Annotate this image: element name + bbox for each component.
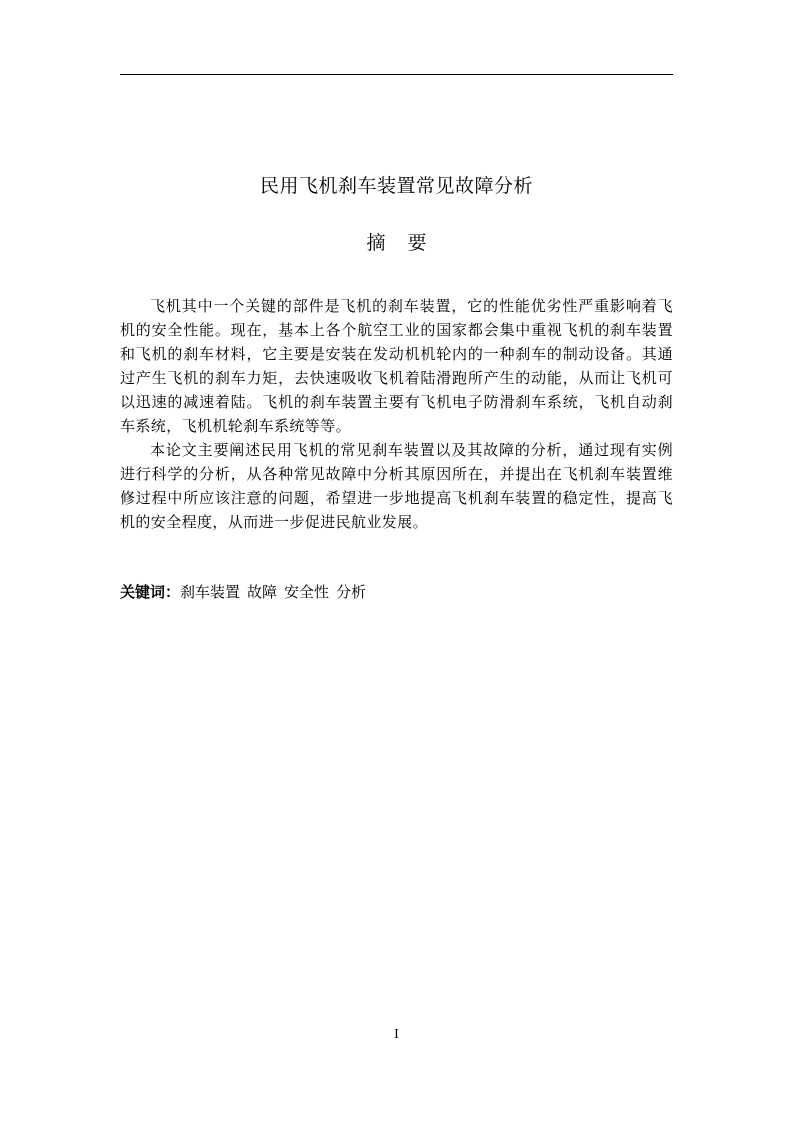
keyword: 刹车装置 bbox=[180, 583, 241, 601]
abstract-body bbox=[120, 294, 673, 534]
abstract-heading-char-2: 要 bbox=[407, 232, 427, 254]
page-number: I bbox=[394, 1027, 399, 1042]
keywords-label: 关键词： bbox=[120, 583, 181, 601]
keyword: 分析 bbox=[336, 583, 367, 601]
keyword: 安全性 bbox=[284, 583, 330, 601]
abstract-heading bbox=[0, 229, 793, 257]
abstract-paragraph-2: 本论文主要阐述民用飞机的常见刹车装置以及其故障的分析，通过现有实例进行科学的分析，从各种常见故障中分析其原因所在，并提出在飞机刹车装置维修过程中所应该注意的问题，希望进一步地提高飞机刹车装置的稳定性，提高飞机的安全程度，从而进一步促进民航业发展。 bbox=[120, 441, 673, 531]
abstract-paragraph-1: 飞机其中一个关键的部件是飞机的刹车装置，它的性能优劣性严重影响着飞机的安全性能。现在，基本上各个航空工业的国家都会集中重视飞机的刹车装置和飞机的刹车材料，它主要是安装在发动机机轮内的一种刹车的制动设备。其通过产生飞机的刹车力矩，去快速吸收飞机着陆滑跑所产生的动能，从而让飞机可以迅速的减速着陆。飞机的刹车装置主要有飞机电子防滑刹车系统，飞机自动刹车系统，飞机机轮刹车系统等等。 bbox=[120, 297, 673, 435]
keyword: 故障 bbox=[247, 583, 278, 601]
abstract-heading-char-1: 摘 bbox=[366, 232, 386, 254]
keywords-line bbox=[120, 580, 673, 604]
document-title: 民用飞机刹车装置常见故障分析 bbox=[259, 175, 533, 197]
header-rule bbox=[120, 74, 673, 75]
